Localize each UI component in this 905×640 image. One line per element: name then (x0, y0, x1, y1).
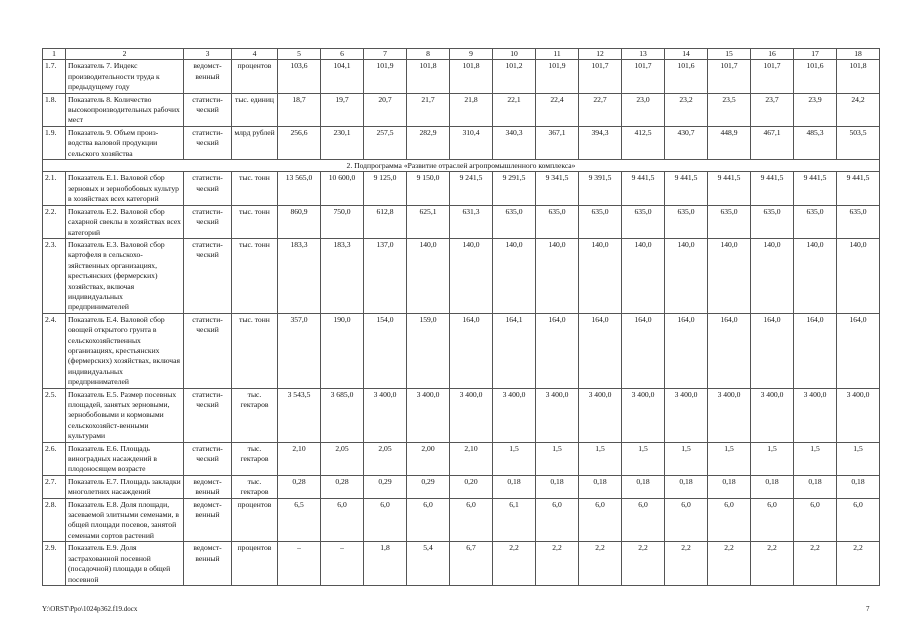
value-cell: 6,0 (622, 498, 665, 542)
value-cell: 625,1 (407, 205, 450, 238)
value-cell: 635,0 (751, 205, 794, 238)
value-cell: 635,0 (622, 205, 665, 238)
value-cell: 101,8 (407, 60, 450, 93)
value-cell: 0,28 (278, 475, 321, 498)
value-cell: 9 150,0 (407, 172, 450, 205)
unit: тыс. тонн (232, 313, 278, 388)
value-cell: 164,0 (536, 313, 579, 388)
value-cell: 9 441,5 (751, 172, 794, 205)
unit: тыс. гектаров (232, 388, 278, 442)
value-cell: 9 441,5 (794, 172, 837, 205)
value-cell: 0,20 (450, 475, 493, 498)
value-cell: 6,0 (837, 498, 880, 542)
value-cell: 164,0 (665, 313, 708, 388)
value-cell: 2,00 (407, 442, 450, 475)
value-cell: 101,7 (622, 60, 665, 93)
value-cell: 3 400,0 (579, 388, 622, 442)
value-cell: 6,0 (364, 498, 407, 542)
column-number: 17 (794, 49, 837, 60)
row-number: 2.2. (43, 205, 66, 238)
column-number: 10 (493, 49, 536, 60)
data-source: статисти-ческий (184, 442, 232, 475)
value-cell: 0,18 (622, 475, 665, 498)
value-cell: 3 400,0 (407, 388, 450, 442)
value-cell: 2,2 (665, 542, 708, 586)
unit: тыс. тонн (232, 172, 278, 205)
table-row (43, 542, 880, 586)
value-cell: 23,0 (622, 93, 665, 126)
value-cell: 140,0 (837, 238, 880, 313)
value-cell: 101,7 (579, 60, 622, 93)
value-cell: 0,18 (665, 475, 708, 498)
column-number: 14 (665, 49, 708, 60)
indicator-name: Показатель Е.1. Валовой сбор зерновых и зернобобовых культур в хозяйствах всех категорий (66, 172, 184, 205)
column-number: 2 (66, 49, 184, 60)
value-cell: 3 400,0 (665, 388, 708, 442)
value-cell: 140,0 (751, 238, 794, 313)
value-cell: 282,9 (407, 126, 450, 159)
value-cell: 2,2 (579, 542, 622, 586)
value-cell: 21,7 (407, 93, 450, 126)
column-number: 5 (278, 49, 321, 60)
value-cell: 183,3 (278, 238, 321, 313)
value-cell: 6,5 (278, 498, 321, 542)
value-cell: 9 291,5 (493, 172, 536, 205)
table-row (43, 388, 880, 442)
value-cell: 19,7 (321, 93, 364, 126)
value-cell: 140,0 (622, 238, 665, 313)
value-cell: 101,8 (837, 60, 880, 93)
value-cell: 448,9 (708, 126, 751, 159)
indicator-name: Показатель Е.5. Размер посевных площадей, занятых зерновыми, зернобобовыми и кормовыми сельскохозяйст-венными культурами (66, 388, 184, 442)
value-cell: 503,5 (837, 126, 880, 159)
value-cell: 9 441,5 (708, 172, 751, 205)
value-cell: 612,8 (364, 205, 407, 238)
section-row (43, 160, 880, 172)
row-number: 2.8. (43, 498, 66, 542)
value-cell: 101,9 (364, 60, 407, 93)
value-cell: 2,2 (708, 542, 751, 586)
value-cell: 2,05 (364, 442, 407, 475)
value-cell: 101,7 (708, 60, 751, 93)
value-cell: 3 400,0 (837, 388, 880, 442)
data-source: ведомст-венный (184, 60, 232, 93)
value-cell: 0,18 (536, 475, 579, 498)
table-row (43, 172, 880, 205)
file-path: Y:\ORST\Ppo\1024p362.f19.docx (42, 605, 138, 613)
value-cell: 3 400,0 (622, 388, 665, 442)
data-source: статисти-ческий (184, 313, 232, 388)
indicator-name: Показатель 7. Индекс производительности труда к предыдущему году (66, 60, 184, 93)
column-number: 11 (536, 49, 579, 60)
column-number: 9 (450, 49, 493, 60)
value-cell: 23,2 (665, 93, 708, 126)
value-cell: – (321, 542, 364, 586)
value-cell: 154,0 (364, 313, 407, 388)
value-cell: 13 565,0 (278, 172, 321, 205)
column-number: 16 (751, 49, 794, 60)
value-cell: 3 400,0 (493, 388, 536, 442)
value-cell: 0,18 (794, 475, 837, 498)
value-cell: 6,0 (321, 498, 364, 542)
table-row (43, 313, 880, 388)
value-cell: 23,7 (751, 93, 794, 126)
data-source: статисти-ческий (184, 205, 232, 238)
value-cell: 22,7 (579, 93, 622, 126)
value-cell: 6,0 (450, 498, 493, 542)
value-cell: 140,0 (665, 238, 708, 313)
value-cell: 140,0 (794, 238, 837, 313)
value-cell: 3 400,0 (364, 388, 407, 442)
value-cell: 0,29 (407, 475, 450, 498)
value-cell: 340,3 (493, 126, 536, 159)
value-cell: 101,6 (794, 60, 837, 93)
value-cell: 6,1 (493, 498, 536, 542)
value-cell: 164,0 (837, 313, 880, 388)
unit: тыс. тонн (232, 205, 278, 238)
value-cell: 101,9 (536, 60, 579, 93)
value-cell: 164,0 (751, 313, 794, 388)
indicator-name: Показатель Е.3. Валовой сбор картофеля в сельскохо-зяйственных организациях, крестьянских (фермерских) хозяйствах, включая индивидуальных предпринимателей (66, 238, 184, 313)
indicators-table (42, 48, 880, 586)
indicator-name: Показатель Е.6. Площадь виноградных насаждений в плодоносящем возрасте (66, 442, 184, 475)
value-cell: 635,0 (837, 205, 880, 238)
indicator-name: Показатель Е.8. Доля площади, засеваемой элитными семенами, в общей площади посевов, занятой семенами сортов растений (66, 498, 184, 542)
value-cell: 230,1 (321, 126, 364, 159)
value-cell: 140,0 (708, 238, 751, 313)
value-cell: 3 400,0 (450, 388, 493, 442)
table-row (43, 205, 880, 238)
data-source: статисти-ческий (184, 93, 232, 126)
value-cell: 860,9 (278, 205, 321, 238)
value-cell: – (278, 542, 321, 586)
column-number: 3 (184, 49, 232, 60)
value-cell: 164,0 (450, 313, 493, 388)
value-cell: 412,5 (622, 126, 665, 159)
value-cell: 256,6 (278, 126, 321, 159)
value-cell: 5,4 (407, 542, 450, 586)
column-number: 15 (708, 49, 751, 60)
value-cell: 6,0 (751, 498, 794, 542)
value-cell: 9 125,0 (364, 172, 407, 205)
value-cell: 21,8 (450, 93, 493, 126)
column-number: 13 (622, 49, 665, 60)
value-cell: 140,0 (450, 238, 493, 313)
data-source: статисти-ческий (184, 238, 232, 313)
value-cell: 6,0 (708, 498, 751, 542)
row-number: 1.7. (43, 60, 66, 93)
value-cell: 257,5 (364, 126, 407, 159)
value-cell: 101,2 (493, 60, 536, 93)
value-cell: 22,1 (493, 93, 536, 126)
value-cell: 6,7 (450, 542, 493, 586)
value-cell: 0,18 (493, 475, 536, 498)
column-number: 18 (837, 49, 880, 60)
row-number: 2.4. (43, 313, 66, 388)
value-cell: 2,2 (493, 542, 536, 586)
value-cell: 485,3 (794, 126, 837, 159)
value-cell: 2,2 (536, 542, 579, 586)
value-cell: 6,0 (407, 498, 450, 542)
value-cell: 6,0 (794, 498, 837, 542)
row-number: 2.9. (43, 542, 66, 586)
row-number: 1.9. (43, 126, 66, 159)
value-cell: 1,5 (493, 442, 536, 475)
value-cell: 159,0 (407, 313, 450, 388)
value-cell: 1,5 (536, 442, 579, 475)
table-row (43, 498, 880, 542)
unit: тыс. гектаров (232, 475, 278, 498)
data-source: ведомст-венный (184, 542, 232, 586)
value-cell: 137,0 (364, 238, 407, 313)
unit: процентов (232, 498, 278, 542)
value-cell: 140,0 (493, 238, 536, 313)
value-cell: 3 400,0 (708, 388, 751, 442)
row-number: 2.5. (43, 388, 66, 442)
value-cell: 367,1 (536, 126, 579, 159)
value-cell: 6,0 (579, 498, 622, 542)
unit: тыс. единиц (232, 93, 278, 126)
value-cell: 1,5 (837, 442, 880, 475)
table-row (43, 442, 880, 475)
unit: млрд рублей (232, 126, 278, 159)
column-number: 1 (43, 49, 66, 60)
value-cell: 164,1 (493, 313, 536, 388)
value-cell: 101,7 (751, 60, 794, 93)
value-cell: 9 441,5 (622, 172, 665, 205)
value-cell: 183,3 (321, 238, 364, 313)
row-number: 2.7. (43, 475, 66, 498)
value-cell: 430,7 (665, 126, 708, 159)
value-cell: 2,2 (837, 542, 880, 586)
value-cell: 635,0 (665, 205, 708, 238)
value-cell: 357,0 (278, 313, 321, 388)
table-row (43, 475, 880, 498)
value-cell: 1,5 (622, 442, 665, 475)
value-cell: 9 241,5 (450, 172, 493, 205)
indicator-name: Показатель Е.9. Доля застрахованной посевной (посадочной) площади в общей посевной (66, 542, 184, 586)
table-row (43, 126, 880, 159)
table-row (43, 93, 880, 126)
value-cell: 1,8 (364, 542, 407, 586)
column-number-row (43, 49, 880, 60)
unit: процентов (232, 542, 278, 586)
value-cell: 635,0 (794, 205, 837, 238)
value-cell: 6,0 (536, 498, 579, 542)
value-cell: 10 600,0 (321, 172, 364, 205)
value-cell: 0,18 (837, 475, 880, 498)
value-cell: 310,4 (450, 126, 493, 159)
row-number: 1.8. (43, 93, 66, 126)
indicator-name: Показатель 9. Объем произ-водства валовой продукции сельского хозяйства (66, 126, 184, 159)
value-cell: 164,0 (579, 313, 622, 388)
value-cell: 190,0 (321, 313, 364, 388)
value-cell: 24,2 (837, 93, 880, 126)
value-cell: 1,5 (708, 442, 751, 475)
section-title: 2. Подпрограмма «Развитие отраслей агропромышленного комплекса» (43, 160, 880, 172)
value-cell: 9 441,5 (665, 172, 708, 205)
value-cell: 635,0 (708, 205, 751, 238)
value-cell: 2,10 (278, 442, 321, 475)
unit: тыс. тонн (232, 238, 278, 313)
value-cell: 0,29 (364, 475, 407, 498)
value-cell: 140,0 (536, 238, 579, 313)
value-cell: 20,7 (364, 93, 407, 126)
value-cell: 0,18 (708, 475, 751, 498)
value-cell: 101,8 (450, 60, 493, 93)
value-cell: 1,5 (751, 442, 794, 475)
value-cell: 6,0 (665, 498, 708, 542)
value-cell: 164,0 (708, 313, 751, 388)
value-cell: 635,0 (579, 205, 622, 238)
value-cell: 2,05 (321, 442, 364, 475)
value-cell: 2,2 (794, 542, 837, 586)
table-body (43, 49, 880, 586)
indicator-name: Показатель Е.2. Валовой сбор сахарной свеклы в хозяйствах всех категорий (66, 205, 184, 238)
value-cell: 1,5 (665, 442, 708, 475)
indicator-name: Показатель Е.4. Валовой сбор овощей открытого грунта в сельскохозяйственных организациях, крестьянских (фермерских) хозяйствах, включая индивидуальных предпринимателей (66, 313, 184, 388)
data-source: статисти-ческий (184, 126, 232, 159)
value-cell: 140,0 (407, 238, 450, 313)
value-cell: 2,10 (450, 442, 493, 475)
column-number: 8 (407, 49, 450, 60)
row-number: 2.6. (43, 442, 66, 475)
value-cell: 635,0 (536, 205, 579, 238)
value-cell: 2,2 (751, 542, 794, 586)
value-cell: 140,0 (579, 238, 622, 313)
column-number: 4 (232, 49, 278, 60)
value-cell: 9 341,5 (536, 172, 579, 205)
indicator-name: Показатель 8. Количество высокопроизводительных рабочих мест (66, 93, 184, 126)
value-cell: 0,28 (321, 475, 364, 498)
row-number: 2.3. (43, 238, 66, 313)
unit: тыс. гектаров (232, 442, 278, 475)
value-cell: 750,0 (321, 205, 364, 238)
unit: процентов (232, 60, 278, 93)
data-source: ведомст-венный (184, 475, 232, 498)
data-source: статисти-ческий (184, 172, 232, 205)
value-cell: 9 391,5 (579, 172, 622, 205)
row-number: 2.1. (43, 172, 66, 205)
value-cell: 3 685,0 (321, 388, 364, 442)
value-cell: 23,9 (794, 93, 837, 126)
value-cell: 3 543,5 (278, 388, 321, 442)
table-row (43, 238, 880, 313)
column-number: 12 (579, 49, 622, 60)
table-row (43, 60, 880, 93)
column-number: 7 (364, 49, 407, 60)
value-cell: 635,0 (493, 205, 536, 238)
indicator-name: Показатель Е.7. Площадь закладки многолетних насаждений (66, 475, 184, 498)
value-cell: 164,0 (794, 313, 837, 388)
data-source: ведомст-венный (184, 498, 232, 542)
value-cell: 1,5 (794, 442, 837, 475)
value-cell: 0,18 (751, 475, 794, 498)
value-cell: 18,7 (278, 93, 321, 126)
value-cell: 3 400,0 (751, 388, 794, 442)
value-cell: 9 441,5 (837, 172, 880, 205)
value-cell: 23,5 (708, 93, 751, 126)
value-cell: 467,1 (751, 126, 794, 159)
value-cell: 631,3 (450, 205, 493, 238)
value-cell: 164,0 (622, 313, 665, 388)
value-cell: 3 400,0 (536, 388, 579, 442)
value-cell: 103,6 (278, 60, 321, 93)
column-number: 6 (321, 49, 364, 60)
value-cell: 104,1 (321, 60, 364, 93)
value-cell: 394,3 (579, 126, 622, 159)
page-number: 7 (866, 605, 870, 613)
value-cell: 2,2 (622, 542, 665, 586)
value-cell: 101,6 (665, 60, 708, 93)
value-cell: 1,5 (579, 442, 622, 475)
value-cell: 3 400,0 (794, 388, 837, 442)
value-cell: 22,4 (536, 93, 579, 126)
data-source: статисти-ческий (184, 388, 232, 442)
value-cell: 0,18 (579, 475, 622, 498)
